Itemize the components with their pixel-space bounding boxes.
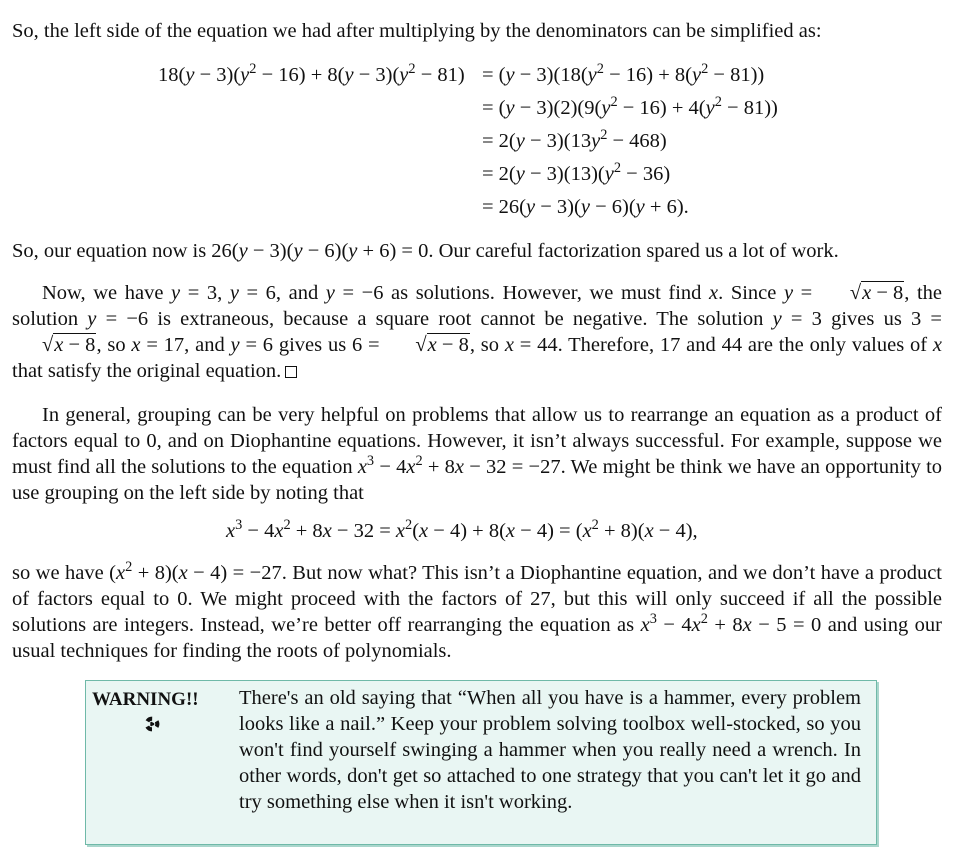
derivation-step: = $(y - 3)(2)(9(y^2 - 16) + 4(y^2 - 81))$ (482, 94, 778, 119)
derivation-lhs: $18(y - 3)(y^2 - 16) + 8(y - 3)(y^2 - 81)$ (158, 61, 465, 86)
intro-line: So, the left side of the equation we had after multiplying by the denominators can be simplified as: (12, 20, 822, 42)
derivation-step: = $2(y - 3)(13)(y^2 - 36)$ (482, 160, 671, 185)
warning-label: WARNING!! (92, 689, 199, 710)
paragraph-equation-now: So, our equation now is 26(y − 3)(y − 6)(y + 6) = 0. Our careful factorization spared us a lot of work. (12, 240, 839, 262)
derivation-step: = $2(y - 3)(13y^2 - 468)$ (482, 127, 667, 152)
paragraph-general: In general, grouping can be very helpful on problems that allow us to rearrange an equation as a product of factors equal to 0, and on Diophantine equations. However, it isn’t always successful. For example, suppose we must find all the solutions to the equation $x^3 - 4x^2 + 8x - 32 = -27$. We might be think we have an opportunity to use grouping on the left side by noting that (12, 404, 943, 504)
warning-text: There's an old saying that “When all you have is a hammer, every problem looks like a nail.” Keep your problem solving toolbox well-stocked, so you won't find yourself swinging a hammer when you really need a wrench. In other words, don't get so attached to one strategy that you can't let it go and try something else when it isn't working. (239, 687, 861, 813)
derivation-step: = $(y - 3)(18(y^2 - 16) + 8(y^2 - 81))$ (482, 61, 765, 86)
derivation-step: = 26(y − 3)(y − 6)(y + 6). (482, 196, 689, 218)
radiation-hazard-icon (142, 713, 162, 733)
paragraph-so-we-have: so we have $(x^2 + 8)(x - 4) = -27$. But now what? This isn’t a Diophantine equation, and we don’t have a product of factors equal to 0. We might proceed with the factors of 27, but this will only succeed if all the possible solutions are integers. Instead, we’re better off rearranging the equation as $x^3 - 4x^2 + 8x - 5 = 0$ and using our usual techniques for finding the roots of polynomials. (12, 559, 942, 662)
display-equation: $x^3 - 4x^2 + 8x - 32 = x^2(x - 4) + 8(x - 4) = (x^2 + 8)(x - 4)$, (226, 517, 698, 542)
warning-box (85, 680, 877, 845)
qed-box-icon (285, 366, 297, 378)
paragraph-solutions: Now, we have y = 3, y = 6, and y = −6 as solutions. However, we must find x. Since y = √x − 8, the solution y = −6 is extraneous, because a square root cannot be negative. The solution y = 3 gives us 3 = √x − 8, so x = 17, and y = 6 gives us 6 = √x − 8, so x = 44. Therefore, 17 and 44 are the only values of x that satisfy the original equation. (12, 282, 943, 382)
